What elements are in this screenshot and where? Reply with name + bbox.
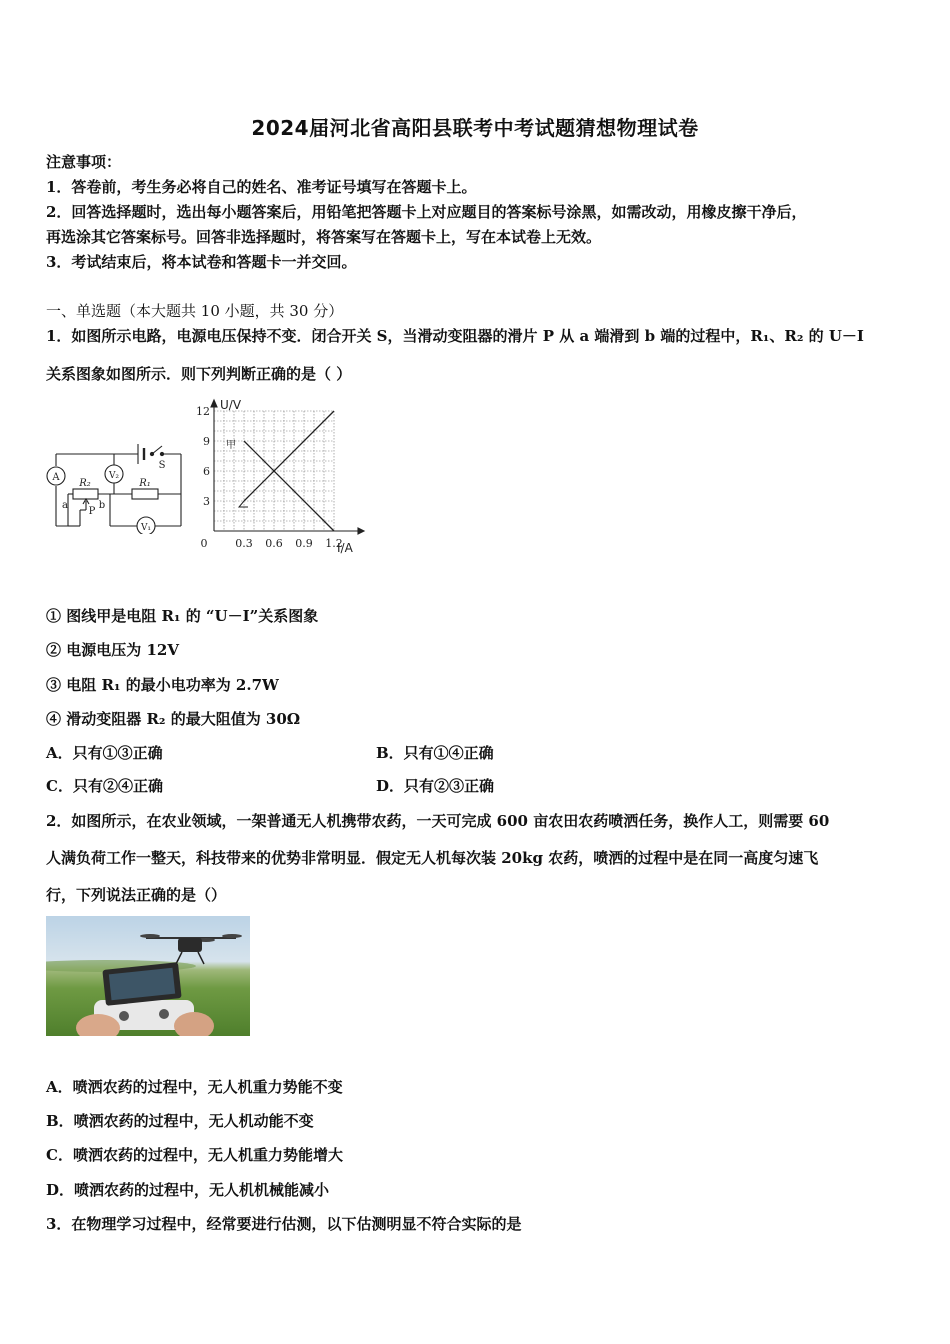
controller-icon — [76, 962, 214, 1036]
line-label-jia: 甲 — [226, 440, 236, 451]
x-tick-label: 0.3 — [235, 537, 253, 550]
q2-option-a[interactable]: A．喷洒农药的过程中，无人机重力势能不变 — [46, 1078, 343, 1096]
notice-item-3: 3．考试结束后，将本试卷和答题卡一并交回。 — [46, 253, 357, 271]
r1-label: R₁ — [139, 478, 151, 489]
drone-icon — [140, 934, 242, 964]
q2-option-d[interactable]: D．喷洒农药的过程中，无人机机械能减小 — [46, 1181, 330, 1199]
r2-label: R₂ — [79, 478, 91, 489]
slider-p-label: P — [88, 506, 96, 517]
notice-heading: 注意事项： — [46, 153, 122, 171]
q2-text-line1: 2．如图所示，在农业领域，一架普通无人机携带农药，一天可完成 600 亩农田农药喷洒任务，换作人工，则需要 60 — [46, 812, 830, 830]
x-tick-label: 0 — [200, 537, 208, 550]
y-axis-arrow-icon — [211, 400, 217, 407]
q1-option-b[interactable]: B．只有①④正确 — [376, 744, 494, 762]
y-tick-label: 6 — [203, 465, 210, 478]
circuit-diagram — [40, 438, 190, 534]
terminal-b-label: b — [98, 500, 106, 511]
notice-item-1: 1．答卷前，考生务必将自己的姓名、准考证号填写在答题卡上。 — [46, 178, 477, 196]
x-tick-label: 0.9 — [295, 537, 313, 550]
q3-text-line1: 3．在物理学习过程中，经常要进行估测，以下估测明显不符合实际的是 — [46, 1215, 522, 1233]
q2-text-line2: 人满负荷工作一整天，科技带来的优势非常明显．假定无人机每次装 20kg 农药，喷洒的过程中是在同一高度匀速飞 — [46, 849, 819, 867]
q1-option-c[interactable]: C．只有②④正确 — [46, 777, 163, 795]
q1-statement-2: ② 电源电压为 12V — [46, 641, 179, 659]
graph-y-label: U/V — [220, 398, 242, 412]
notice-item-2-cont: 再选涂其它答案标号。回答非选择题时，将答案写在答题卡上，写在本试卷上无效。 — [46, 228, 602, 246]
q1-option-a[interactable]: A．只有①③正确 — [46, 744, 163, 762]
drone-photo — [46, 916, 250, 1036]
v1-label: V₁ — [140, 523, 152, 533]
q1-statement-4: ④ 滑动变阻器 R₂ 的最大阻值为 30Ω — [46, 710, 301, 728]
y-tick-label: 3 — [203, 495, 210, 508]
q2-text-line3: 行，下列说法正确的是（） — [46, 886, 227, 904]
terminal-a-label: a — [62, 500, 68, 511]
y-tick-label: 12 — [196, 405, 210, 418]
q1-option-d[interactable]: D．只有②③正确 — [376, 777, 495, 795]
y-tick-label: 9 — [203, 435, 210, 448]
q1-text-line1: 1．如图所示电路，电源电压保持不变．闭合开关 S，当滑动变阻器的滑片 P 从 a 端滑到 b 端的过程中，R₁、R₂ 的 U－I — [46, 327, 864, 345]
ammeter-label: A — [52, 472, 60, 483]
switch-label: S — [158, 460, 166, 471]
endpoint-marker — [239, 501, 248, 507]
q2-option-c[interactable]: C．喷洒农药的过程中，无人机重力势能增大 — [46, 1146, 343, 1164]
u-i-graph — [196, 393, 368, 558]
q2-option-b[interactable]: B．喷洒农药的过程中，无人机动能不变 — [46, 1112, 314, 1130]
page-title: 2024届河北省高阳县联考中考试题猜想物理试卷 — [251, 116, 699, 140]
section-heading: 一、单选题（本大题共 10 小题，共 30 分） — [46, 302, 344, 320]
series-line-jia — [244, 441, 334, 531]
x-axis-arrow-icon — [358, 528, 364, 534]
q1-statement-1: ① 图线甲是电阻 R₁ 的 “U－I”关系图象 — [46, 607, 319, 625]
notice-item-2: 2．回答选择题时，选出每小题答案后，用铅笔把答题卡上对应题目的答案标号涂黑，如需改动，用橡皮擦干净后， — [46, 203, 807, 221]
v2-label: V₂ — [108, 471, 120, 481]
graph-x-label: I/A — [337, 541, 353, 555]
q1-text-line2: 关系图象如图所示．则下列判断正确的是（ ） — [46, 365, 352, 383]
q1-statement-3: ③ 电阻 R₁ 的最小电功率为 2.7W — [46, 676, 279, 694]
x-tick-label: 0.6 — [265, 537, 283, 550]
series-line-other — [244, 411, 334, 501]
x-tick-label: 1.2 — [325, 537, 343, 550]
